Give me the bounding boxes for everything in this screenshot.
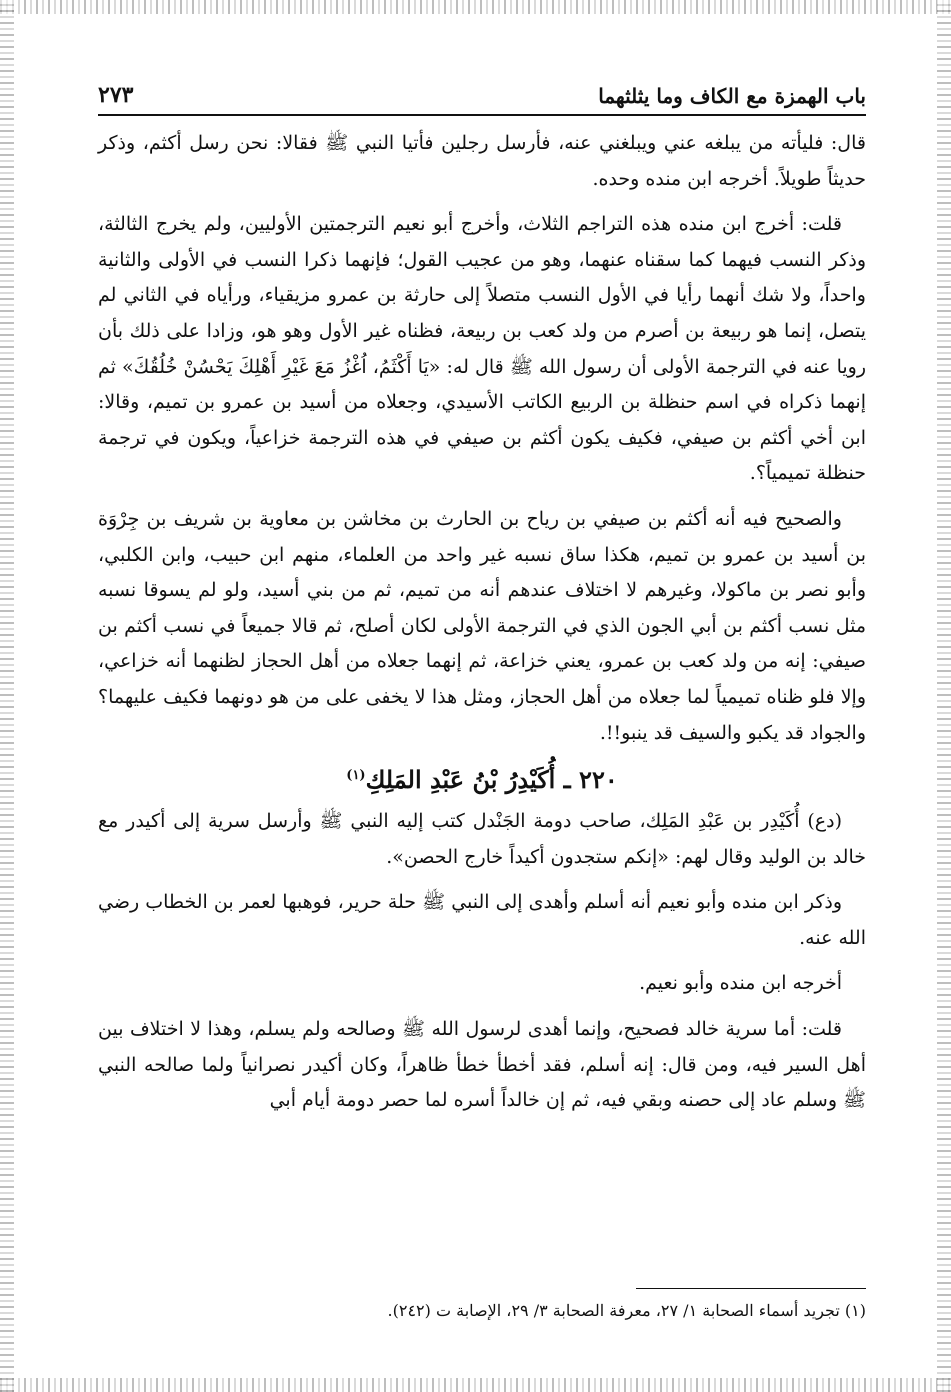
- page-border-bottom: [0, 1378, 951, 1392]
- entry-heading: [98, 765, 866, 794]
- footnote: (١) تجريد أسماء الصحابة ١/ ٢٧، معرفة الصحابة ٣/ ٢٩، الإصابة ت (٢٤٢).: [387, 1301, 866, 1320]
- paragraph: وذكر ابن منده وأبو نعيم أنه أسلم وأهدى إلى النبي ﷺ حلة حرير، فوهبها لعمر بن الخطاب رضي الله عنه.: [98, 891, 866, 949]
- page-border-left: [0, 0, 14, 1392]
- paragraph: قلت: أخرج ابن منده هذه التراجم الثلاث، وأخرج أبو نعيم الترجمتين الأوليين، ولم يخرج الثالثة، وذكر النسب فيهما كما سقناه عنهما، وهو من عجيب القول؛ فإنهما ذكرا النسب في الأولى والثانية واحداً، ولا شك أنهما رأيا في الأول النسب متصلاً إلى حارثة بن عمرو مزيقياء، ورأياه في الثاني لم يتصل، إنما هو ربيعة بن أصرم من ولد كعب بن ربيعة، فظناه غير الأول وهو هو، وزادا على ذلك بأن رويا عنه في الترجمة الأولى أن رسول الله ﷺ قال له: «يَا أَكْثَمُ، اُغْزُ مَعَ غَيْرِ أَهْلِكَ يَحْسُنْ خُلُقُكَ» ثم إنهما ذكراه في اسم حنظلة بن الربيع الكاتب الأسيدي، وجعلاه من أسيد بن عمرو بن تميم، وقالا: ابن أخي أكثم بن صيفي، فكيف يكون أكثم بن صيفي في هذه الترجمة خزاعياً، ويكون في ترجمة حنظلة تميمياً؟.: [98, 213, 866, 485]
- paragraph: قلت: أما سرية خالد فصحيح، وإنما أهدى لرسول الله ﷺ وصالحه ولم يسلم، وهذا لا اختلاف بين أهل السير فيه، ومن قال: إنه أسلم، فقد أخطأ خطأ ظاهراً، وكان أكيدر نصرانياً ولما صالحه النبي ﷺ وسلم عاد إلى حصنه وبقي فيه، ثم إن خالداً أسره لما حصر دومة أيام أبي: [98, 1018, 866, 1112]
- page-border-right: [937, 0, 951, 1392]
- paragraph: والصحيح فيه أنه أكثم بن صيفي بن رياح بن الحارث بن مخاشن بن معاوية بن شريف بن جِرْوَة بن أسيد بن عمرو بن تميم، هكذا ساق نسبه غير واحد من العلماء، منهم ابن حبيب، وابن الكلبي، وأبو نصر بن ماكولا، وغيرهم لا اختلاف عندهم أنه من تميم، ثم من بني أسيد، ولو لم يسوقا نسبه مثل نسب أكثم بن أبي الجون الذي في الترجمة الأولى لكان أصلح، ثم قالا جميعاً في نسب أكثم بن صيفي: إنه من ولد كعب بن عمرو، يعني خزاعة، ثم إنهما جعلاه من أهل الحجاز لظنهما أنه خزاعي، وإلا فلو ظناه تميمياً لما جعلاه من أهل الحجاز، ومثل هذا لا يخفى على من هو دونهما فكيف عليهما؟ والجواد قد يكبو والسيف قد ينبو!!.: [98, 507, 866, 744]
- page-number: ٢٧٣: [98, 82, 134, 108]
- paragraph: (دع) أُكَيْدِر بن عَبْدِ المَلِك، صاحب دومة الجَنْدل كتب إليه النبي ﷺ وأرسل سرية إلى أكيدر مع خالد بن الوليد وقال لهم: «إنكم ستجدون أكيداً خارج الحصن».: [98, 810, 866, 868]
- entry-heading-text: ٢٢٠ ـ أُكَيْدِرُ بْنُ عَبْدِ المَلِكِ: [365, 765, 618, 795]
- book-page: [98, 78, 866, 1129]
- footnote-separator: [636, 1288, 866, 1289]
- paragraph: أخرجه ابن منده وأبو نعيم.: [639, 972, 842, 995]
- page-border-top: [0, 0, 951, 14]
- running-title: باب الهمزة مع الكاف وما يثلثهما: [598, 84, 866, 108]
- paragraph: قال: فليأته من يبلغه عني ويبلغني عنه، فأرسل رجلين فأتيا النبي ﷺ فقالا: نحن رسل أكثم، وذكر حديثاً طويلاً. أخرجه ابن منده وحده.: [98, 132, 866, 190]
- body-text: [98, 126, 866, 1119]
- running-header: [98, 78, 866, 116]
- footnote-reference: (١): [346, 768, 366, 784]
